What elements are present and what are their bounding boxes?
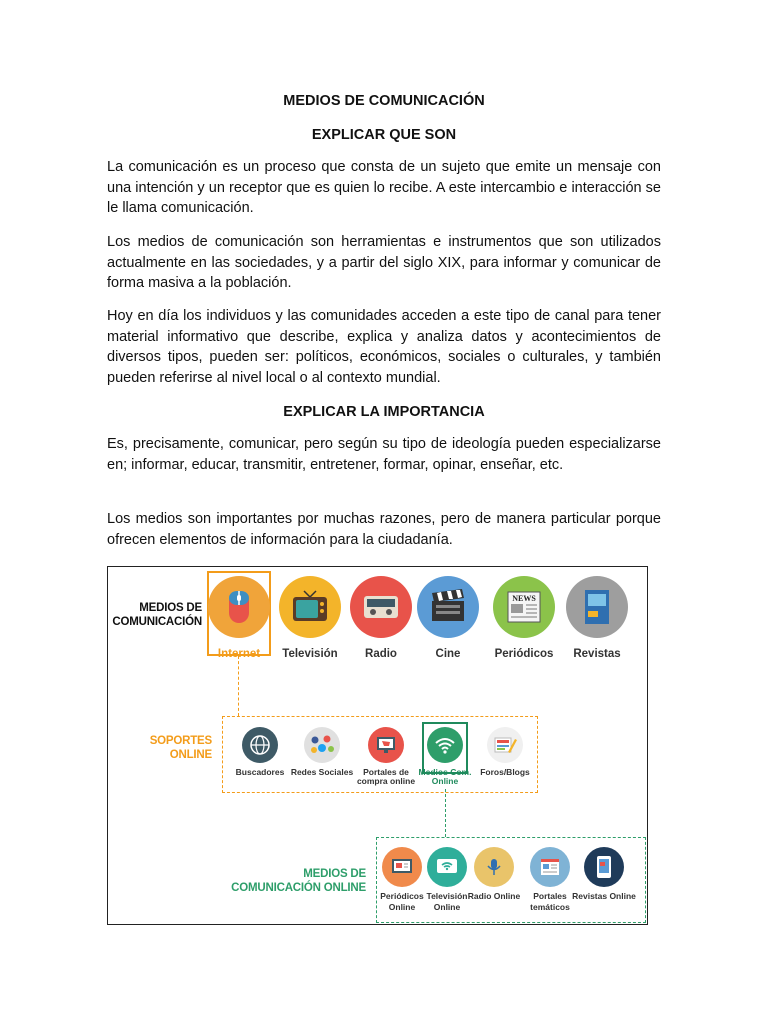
media-item-cinema: Cine xyxy=(416,576,480,660)
figure-title: MEDIOS DE COMUNICACIÓN xyxy=(112,602,202,628)
online-tv-icon xyxy=(427,847,467,887)
radio-icon xyxy=(350,576,412,638)
svg-text:NEWS: NEWS xyxy=(512,594,536,603)
online-radio-icon xyxy=(474,847,514,887)
online-media-title: MEDIOS DE COMUNICACIÓN ONLINE xyxy=(231,868,366,894)
mouse-icon xyxy=(208,576,270,638)
media-item-television: Televisión xyxy=(278,576,342,660)
social-network-icon xyxy=(304,727,340,763)
tv-icon xyxy=(279,576,341,638)
online-media-item-magazines: Revistas Online xyxy=(576,847,632,902)
support-item-shopping-portals: Portales de compra online xyxy=(358,727,414,786)
section-heading-importance: EXPLICAR LA IMPORTANCIA xyxy=(283,404,485,420)
online-media-item-radio: Radio Online xyxy=(466,847,522,902)
tablet-icon xyxy=(584,847,624,887)
magazine-icon xyxy=(566,576,628,638)
online-media-item-television: Televisión Online xyxy=(419,847,475,913)
media-item-magazines: Revistas xyxy=(565,576,629,660)
shopping-cart-icon xyxy=(368,727,404,763)
paragraph: Los medios son importantes por muchas razones, pero de manera particular porque ofrecen elementos de información para la ciudadanía. xyxy=(107,511,661,548)
online-supports-title: SOPORTES ONLINE xyxy=(149,735,212,761)
document-title: MEDIOS DE COMUNICACIÓN xyxy=(283,93,485,109)
support-item-social-networks: Redes Sociales xyxy=(294,727,350,777)
paragraph: Es, precisamente, comunicar, pero según su tipo de ideología pueden especializarse en; informar, educar, transmitir, entretener, formar, opinar, enseñar, etc. xyxy=(107,436,661,473)
online-media-item-portals: Portales temáticos xyxy=(522,847,578,913)
online-newspaper-icon xyxy=(382,847,422,887)
online-media-item-newspapers: Periódicos Online xyxy=(374,847,430,913)
support-item-search-engines: Buscadores xyxy=(232,727,288,777)
support-item-forums-blogs: Foros/Blogs xyxy=(477,727,533,777)
connector-line xyxy=(445,789,446,837)
wifi-icon xyxy=(427,727,463,763)
newspaper-icon xyxy=(493,576,555,638)
section-heading-what: EXPLICAR QUE SON xyxy=(311,127,457,143)
portal-icon xyxy=(530,847,570,887)
paragraph: Los medios de comunicación son herramientas e instrumentos que son utilizados actualmente en las sociedades, y a partir del siglo XIX, para informar y comunicar de forma masiva a la población. xyxy=(107,234,661,291)
media-item-newspapers: NEWS Periódicos xyxy=(492,576,556,660)
clapperboard-icon xyxy=(417,576,479,638)
paragraph: Hoy en día los individuos y las comunidades acceden a este tipo de canal para tener material informativo que describe, explica y analiza datos y acontecimientos de diversos tipos, pueden ser: políticos, económicos, sociales o culturales, y también pueden referirse al nivel local o al contexto mundial. xyxy=(107,308,661,386)
paragraph: La comunicación es un proceso que consta de un sujeto que emite un mensaje con una intención y un receptor que es quien lo recibe. A este intercambio e interacción se le llama comunicación. xyxy=(107,159,661,216)
globe-icon xyxy=(242,727,278,763)
media-infographic xyxy=(107,566,648,925)
media-item-internet: Internet xyxy=(207,576,271,660)
connector-line xyxy=(238,656,239,716)
blog-icon xyxy=(487,727,523,763)
support-item-online-media: Medios Com. Online xyxy=(417,727,473,786)
media-item-radio: Radio xyxy=(349,576,413,660)
